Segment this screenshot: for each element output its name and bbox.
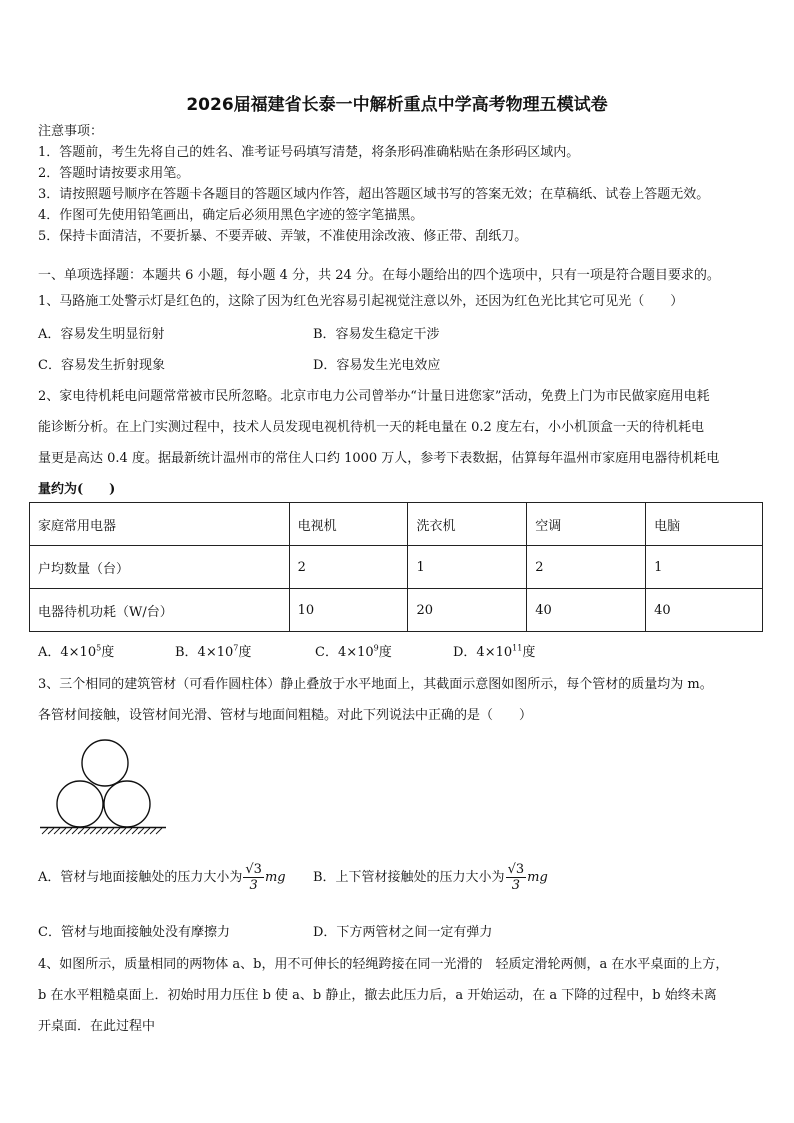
bottom-right-pipe [104,781,150,827]
notice-heading: 注意事项： [38,124,104,139]
ground-hatching [42,828,162,834]
table-cell: 40 [527,589,646,632]
table-header-cell: 洗衣机 [408,503,527,546]
q3-option-d: D．下方两管材之间一定有弹力 [313,925,493,940]
table-header-cell: 家庭常用电器 [30,503,290,546]
table-cell: 1 [646,546,763,589]
question-2-stem: 量约为( ) [38,482,116,497]
question-2-stem: 2、家电待机耗电问题常常被市民所忽略。北京市电力公司曾举办“计量日进您家”活动，免费上门为市民做家庭用电耗 [38,389,710,404]
appliance-table [29,502,763,632]
table-header-cell: 空调 [527,503,646,546]
table-cell: 40 [646,589,763,632]
table-cell: 20 [408,589,527,632]
table-cell: 10 [289,589,408,632]
notice-item: 4．作图可先使用铅笔画出，确定后必须用黑色字迹的签字笔描黑。 [38,208,424,223]
q1-option-d: D．容易发生光电效应 [313,358,441,373]
page-title: 2026届福建省长泰一中解析重点中学高考物理五模试卷 [186,95,608,115]
question-3-stem: 各管材间接触，设管材间光滑、管材与地面间粗糙。对此下列说法中正确的是（ ） [38,708,533,723]
table-cell: 户均数量（台） [30,546,290,589]
q3-option-c: C．管材与地面接触处没有摩擦力 [38,925,230,940]
table-header-cell: 电视机 [289,503,408,546]
top-pipe [82,740,128,786]
table-cell: 2 [289,546,408,589]
section-heading: 一、单项选择题：本题共 6 小题，每小题 4 分，共 24 分。在每小题给出的四个选项中，只有一项是符合题目要求的。 [38,268,720,283]
table-row [30,546,763,589]
notice-item: 3．请按照题号顺序在答题卡各题目的答题区域内作答，超出答题区域书写的答案无效；在草稿纸、试卷上答题无效。 [38,187,710,202]
q1-option-b: B．容易发生稳定干涉 [313,327,440,342]
question-2-stem: 量更是高达 0.4 度。据最新统计温州市的常住人口约 1000 万人，参考下表数据，估算每年温州市家庭用电器待机耗电 [38,451,720,466]
q2-option-a: A．$4\times 10^5$度 [38,643,115,660]
q2-option-d: D．$4\times 10^{11}$度 [453,643,536,660]
notice-item: 1．答题前，考生先将自己的姓名、准考证号码填写清楚，将条形码准确粘贴在条形码区域内。 [38,145,580,160]
question-1-stem: 1、马路施工处警示灯是红色的，这除了因为红色光容易引起视觉注意以外，还因为红色光比其它可见光（ ） [38,294,684,309]
question-4-stem: b 在水平粗糙桌面上．初始时用力压住 b 使 a、b 静止，撤去此压力后，a 开始运动，在 a 下降的过程中，b 始终未离 [38,988,717,1003]
q2-option-c: C．$4\times 10^9$度 [315,643,392,660]
q2-option-b: B．$4\times 10^7$度 [175,643,252,660]
table-header-cell: 电脑 [646,503,763,546]
notice-item: 5．保持卡面清洁，不要折暴、不要弄破、弄皱，不准使用涂改液、修正带、刮纸刀。 [38,229,528,244]
q1-option-a: A．容易发生明显衍射 [38,327,165,342]
q3-option-b: B．上下管材接触处的压力大小为 $\frac{√3}{3}$ mg [313,862,548,893]
table-cell: 2 [527,546,646,589]
question-4-stem: 开桌面．在此过程中 [38,1019,156,1034]
table-header-row [30,503,763,546]
q1-option-c: C．容易发生折射现象 [38,358,165,373]
bottom-left-pipe [57,781,103,827]
table-cell: 电器待机功耗（W/台） [30,589,290,632]
table-row [30,589,763,632]
table-cell: 1 [408,546,527,589]
notice-item: 2．答题时请按要求用笔。 [38,166,190,181]
question-4-stem: 4、如图所示，质量相同的两物体 a、b，用不可伸长的轻绳跨接在同一光滑的 轻质定滑轮两侧，a 在水平桌面的上方， [38,957,729,972]
pipes-diagram [38,738,168,836]
question-3-stem: 3、三个相同的建筑管材（可看作圆柱体）静止叠放于水平地面上，其截面示意图如图所示，每个管材的质量均为 m。 [38,677,713,692]
question-2-stem: 能诊断分析。在上门实测过程中，技术人员发现电视机待机一天的耗电量在 0.2 度左右，小小机顶盒一天的待机耗电 [38,420,704,435]
q3-option-a: A．管材与地面接触处的压力大小为 $\frac{√3}{3}$ mg [38,862,286,893]
